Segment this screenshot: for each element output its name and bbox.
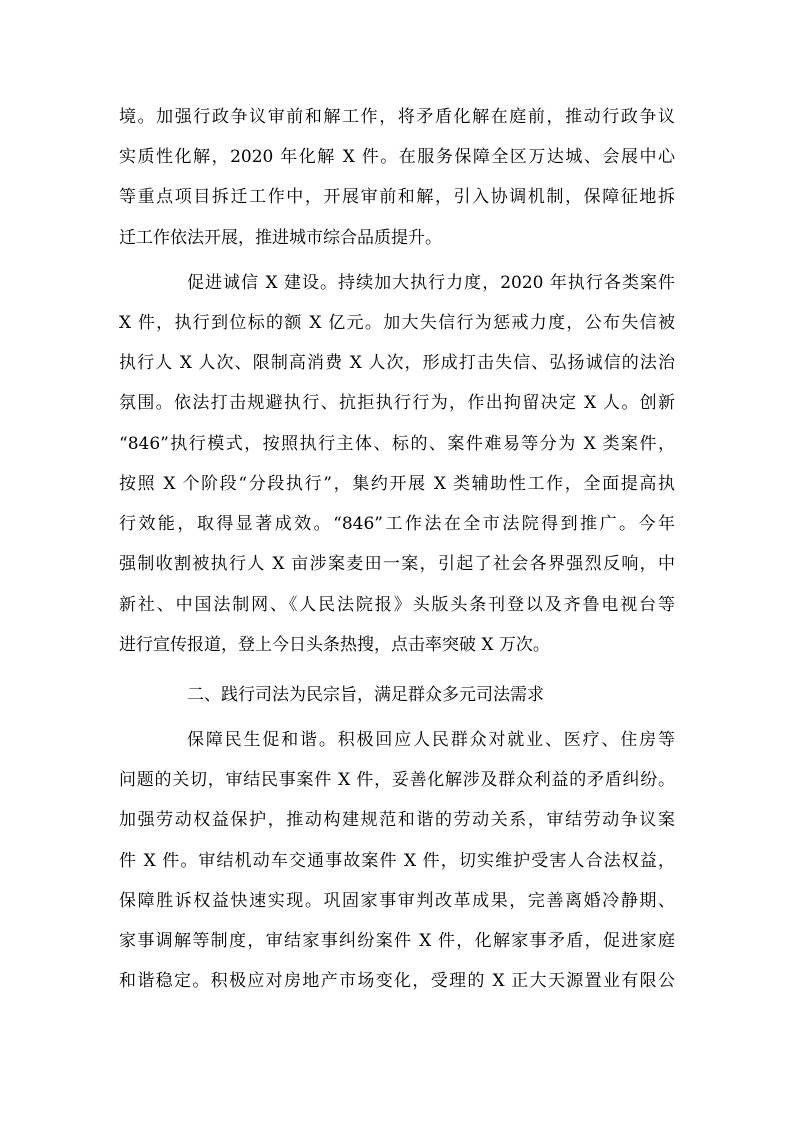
paragraph-2-line-3: 执行人 X 人次、限制高消费 X 人次，形成打击失信、弘扬诚信的法治 <box>119 353 675 373</box>
paragraph-3-line-1: 保障民生促和谐。积极回应人民群众对就业、医疗、住房等 <box>187 730 675 750</box>
paragraph-3-line-3: 加强劳动权益保护，推动构建规范和谐的劳动关系，审结劳动争议案 <box>119 810 675 830</box>
paragraph-2-line-10: 进行宣传报道，登上今日头条热搜，点击率突破 X 万次。 <box>119 635 550 655</box>
paragraph-2-line-6: 按照 X 个阶段“分段执行”，集约开展 X 类辅助性工作，全面提高执 <box>119 474 675 494</box>
paragraph-1-line-2: 实质性化解，2020 年化解 X 件。在服务保障全区万达城、会展中心 <box>119 147 675 167</box>
paragraph-3-line-6: 家事调解等制度，审结家事纠纷案件 X 件，化解家事矛盾，促进家庭 <box>119 931 675 951</box>
paragraph-2-line-2: X 件，执行到位标的额 X 亿元。加大失信行为惩戒力度，公布失信被 <box>119 313 675 333</box>
paragraph-1-line-4: 迁工作依法开展，推进城市综合品质提升。 <box>119 228 442 248</box>
paragraph-3-line-7: 和谐稳定。积极应对房地产市场变化，受理的 X 正大天源置业有限公 <box>119 971 675 991</box>
paragraph-2-line-4: 氛围。依法打击规避执行、抗拒执行行为，作出拘留决定 X 人。创新 <box>119 393 675 413</box>
paragraph-2-line-7: 行效能，取得显著成效。“846”工作法在全市法院得到推广。今年 <box>119 514 675 534</box>
paragraph-2-line-5: “846”执行模式，按照执行主体、标的、案件难易等分为 X 类案件， <box>119 434 675 454</box>
paragraph-3-line-4: 件 X 件。审结机动车交通事故案件 X 件，切实维护受害人合法权益， <box>119 851 675 871</box>
paragraph-2-line-8: 强制收割被执行人 X 亩涉案麦田一案，引起了社会各界强烈反响，中 <box>119 554 675 574</box>
paragraph-2-line-1: 促进诚信 X 建设。持续加大执行力度，2020 年执行各类案件 <box>187 273 675 293</box>
paragraph-1-line-1: 境。加强行政争议审前和解工作，将矛盾化解在庭前，推动行政争议 <box>119 107 675 127</box>
paragraph-3-line-5: 保障胜诉权益快速实现。巩固家事审判改革成果，完善离婚冷静期、 <box>119 891 675 911</box>
section-heading: 二、践行司法为民宗旨，满足群众多元司法需求 <box>187 685 544 705</box>
paragraph-3-line-2: 问题的关切，审结民事案件 X 件，妥善化解涉及群众利益的矛盾纠纷。 <box>119 770 675 790</box>
paragraph-1-line-3: 等重点项目拆迁工作中，开展审前和解，引入协调机制，保障征地拆 <box>119 187 675 207</box>
paragraph-2-line-9: 新社、中国法制网、《人民法院报》头版头条刊登以及齐鲁电视台等 <box>119 595 675 615</box>
